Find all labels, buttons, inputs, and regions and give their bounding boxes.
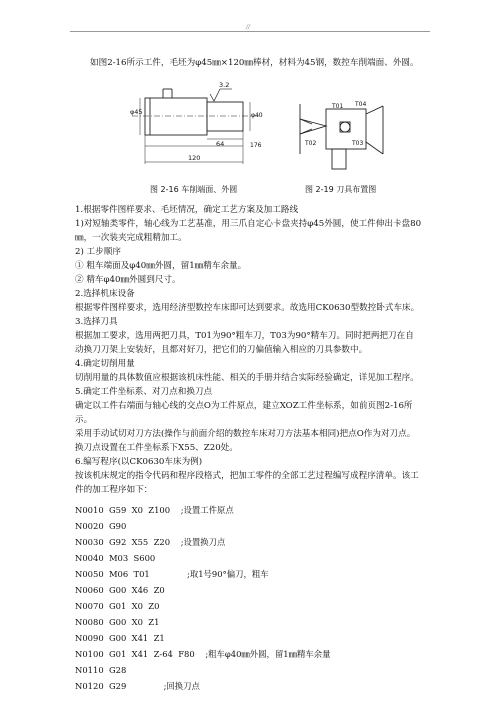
label-t03: T03: [352, 140, 364, 147]
figure-area: [0, 81, 500, 199]
label-t01: T01: [332, 103, 344, 110]
program-line: N0100 G01 X41 Z-64 F80 ;粗车φ40㎜外圆，留1㎜精车余量: [75, 649, 331, 659]
program-line: N0060 G00 X46 Z0: [75, 585, 165, 595]
program-line: N0050 M06 T01 ;取1号90°偏刀，粗车: [75, 569, 269, 579]
body-line: ② 精车φ40㎜外圆到尺寸。: [75, 275, 181, 285]
body-line: 示。: [75, 415, 93, 425]
caption-fig-2-19: 图 2-19 刀具布置图: [305, 185, 377, 194]
label-t02: T02: [305, 140, 317, 147]
body-line: ① 粗车端面及φ40㎜外圆，留1㎜精车余量。: [75, 261, 247, 271]
page-header: [0, 0, 500, 32]
program-line: N0120 G29 ;回换刀点: [75, 681, 200, 691]
body-line: 动换刀刀架上安装好，且都对好刀，把它们的刀偏值输入相应的刀具参数中。: [75, 345, 368, 355]
body-line: 件的加工程序如下：: [75, 485, 153, 495]
turret-drawing: [300, 104, 383, 169]
program-line: N0090 G00 X41 Z1: [75, 633, 165, 643]
program-line: N0020 G90: [75, 521, 127, 531]
program-line: N0040 M03 S600: [75, 553, 156, 563]
program-line: N0030 G92 X55 Z20 ;设置换刀点: [75, 537, 226, 547]
body-line: 2.选择机床设备: [75, 289, 135, 299]
body-line: 按该机床规定的指令代码和程序段格式，把加工零件的全部工艺过程编写成程序清单。该工: [75, 471, 419, 481]
program-line: N0110 G28: [75, 665, 127, 675]
body-line: 1)对短轴类零件，轴心线为工艺基准，用三爪自定心卡盘夹持φ45外圆，使工件伸出卡盘80: [75, 219, 422, 229]
program-line: N0070 G01 X0 Z0: [75, 601, 160, 611]
label-dim-64: 64: [216, 140, 225, 148]
body-line: 6.编写程序(以CK0630车床为例): [75, 457, 203, 467]
header-mark: //: [246, 24, 251, 31]
body-line: 3.选择刀具: [75, 317, 118, 327]
shaft-drawing: [132, 89, 262, 164]
body-line: 2) 工步顺序: [75, 247, 121, 257]
label-inner-dia: φ40: [251, 112, 263, 119]
body-line: 4.确定切削用量: [75, 359, 135, 369]
body-line: 根据零件图样要求，选用经济型数控车床即可达到要求。故选用CK0630型数控卧式车床。: [75, 303, 420, 313]
caption-fig-2-16: 图 2-16 车削端面、外圆: [150, 185, 238, 194]
label-roughness: 3.2: [219, 81, 230, 89]
label-diameter: φ45: [130, 108, 143, 116]
body-line: 采用手动试切对刀方法(操作与前面介绍的数控车床对刀方法基本相同)把点O作为对刀点。: [75, 429, 416, 439]
label-t04: T04: [355, 101, 367, 108]
body-line: 1.根据零件图样要求、毛坯情况，确定工艺方案及加工路线: [75, 205, 299, 215]
intro-text: 如图2-16所示工件，毛坯为φ45㎜×120㎜棒材，材料为45钢，数控车削端面、外圆。: [90, 58, 419, 68]
header-rule: [70, 31, 430, 32]
program-line: N0080 G00 X0 Z1: [75, 617, 160, 627]
program-line: N0010 G59 X0 Z100 ;设置工件原点: [75, 505, 234, 515]
label-dim-176: 176: [250, 142, 262, 149]
label-dim-120: 120: [188, 154, 201, 162]
body-line: 换刀点设置在工件坐标系下X55、Z20处。: [75, 443, 238, 453]
body-line: 根据加工要求，选用两把刀具，T01为90°粗车刀，T03为90°精车刀。同时把两把刀在自: [75, 331, 414, 341]
body-line: 5.确定工件坐标系、对刀点和换刀点: [75, 387, 213, 397]
body-line: 确定以工件右端面与轴心线的交点O为工件原点，建立XOZ工件坐标系，如前页图2-16所: [75, 401, 413, 411]
body-line: ㎜，一次装夹完成粗精加工。: [75, 233, 187, 243]
body-line: 切削用量的具体数值应根据该机床性能、相关的手册并结合实际经验确定，详见加工程序。: [75, 373, 419, 383]
